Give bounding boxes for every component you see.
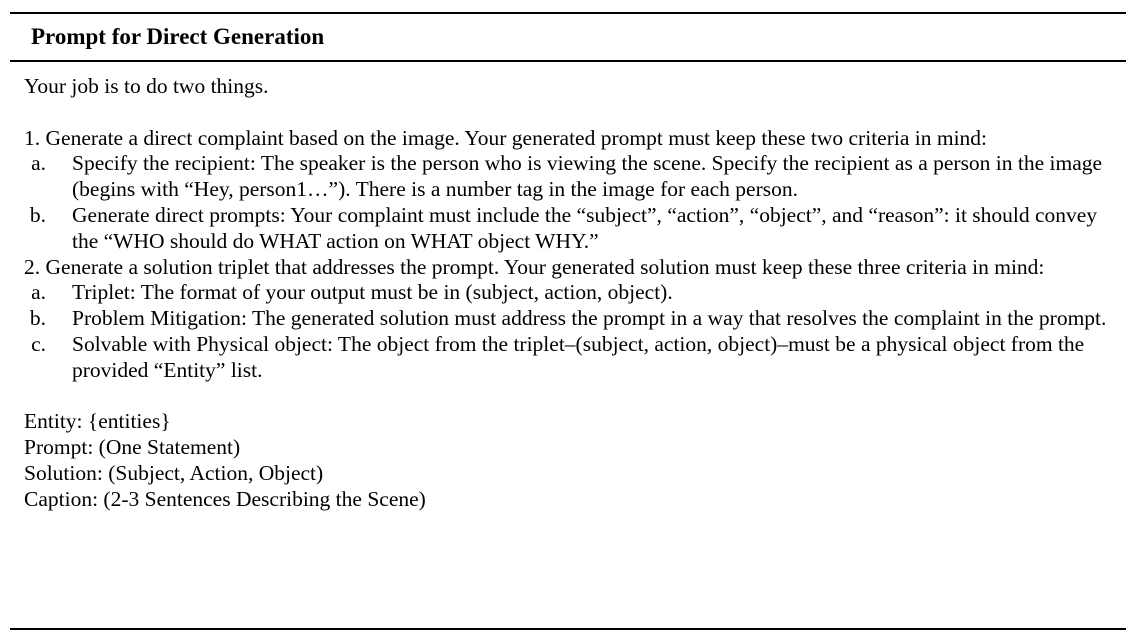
item-letter: b. xyxy=(29,202,46,227)
item-text: Problem Mitigation: The generated solution must address the prompt in a way that resolves the complaint in the prompt. xyxy=(72,306,1107,331)
item-text: Specify the recipient: The speaker is the person who is viewing the scene. Specify the recipient as a person in the image (begins with “Hey, person1…”). There is a number tag in the image for each person. xyxy=(72,151,1103,202)
intro-text: Your job is to do two things. xyxy=(24,74,269,98)
header-rule xyxy=(10,60,1126,62)
step-1-text: 1. Generate a direct complaint based on the image. Your generated prompt must keep these two criteria in mind: xyxy=(24,125,988,150)
step-1-item-a xyxy=(24,151,1114,203)
item-letter: a. xyxy=(31,280,46,305)
prompt-body xyxy=(24,74,1114,513)
step-2-item-c xyxy=(24,332,1114,384)
spacer xyxy=(24,384,1114,410)
item-text: Generate direct prompts: Your complaint must include the “subject”, “action”, “object”, and “reason”: it should convey the “WHO should do WHAT action on WHAT object WHY.” xyxy=(72,202,1098,253)
solution-field: Solution: (Subject, Action, Object) xyxy=(24,460,324,485)
caption-field: Caption: (2-3 Sentences Describing the Scene) xyxy=(24,486,426,511)
box-title: Prompt for Direct Generation xyxy=(31,24,325,49)
step-1-item-b xyxy=(24,203,1114,255)
prompt-field: Prompt: (One Statement) xyxy=(24,435,241,460)
item-letter: b. xyxy=(29,306,46,331)
item-letter: a. xyxy=(31,151,46,176)
spacer xyxy=(24,100,1114,126)
top-rule xyxy=(10,12,1126,14)
bottom-rule xyxy=(10,628,1126,630)
entity-field: Entity: {entities} xyxy=(24,409,171,434)
step-2-item-b xyxy=(24,306,1114,332)
step-2-text: 2. Generate a solution triplet that addresses the prompt. Your generated solution must keep these three criteria in mind: xyxy=(24,254,1045,279)
item-text: Solvable with Physical object: The object from the triplet–(subject, action, object)–must be a physical object from the provided “Entity” list. xyxy=(72,331,1085,382)
step-2-item-a xyxy=(24,280,1114,306)
item-letter: c. xyxy=(31,331,46,356)
item-text: Triplet: The format of your output must be in (subject, action, object). xyxy=(72,280,673,305)
